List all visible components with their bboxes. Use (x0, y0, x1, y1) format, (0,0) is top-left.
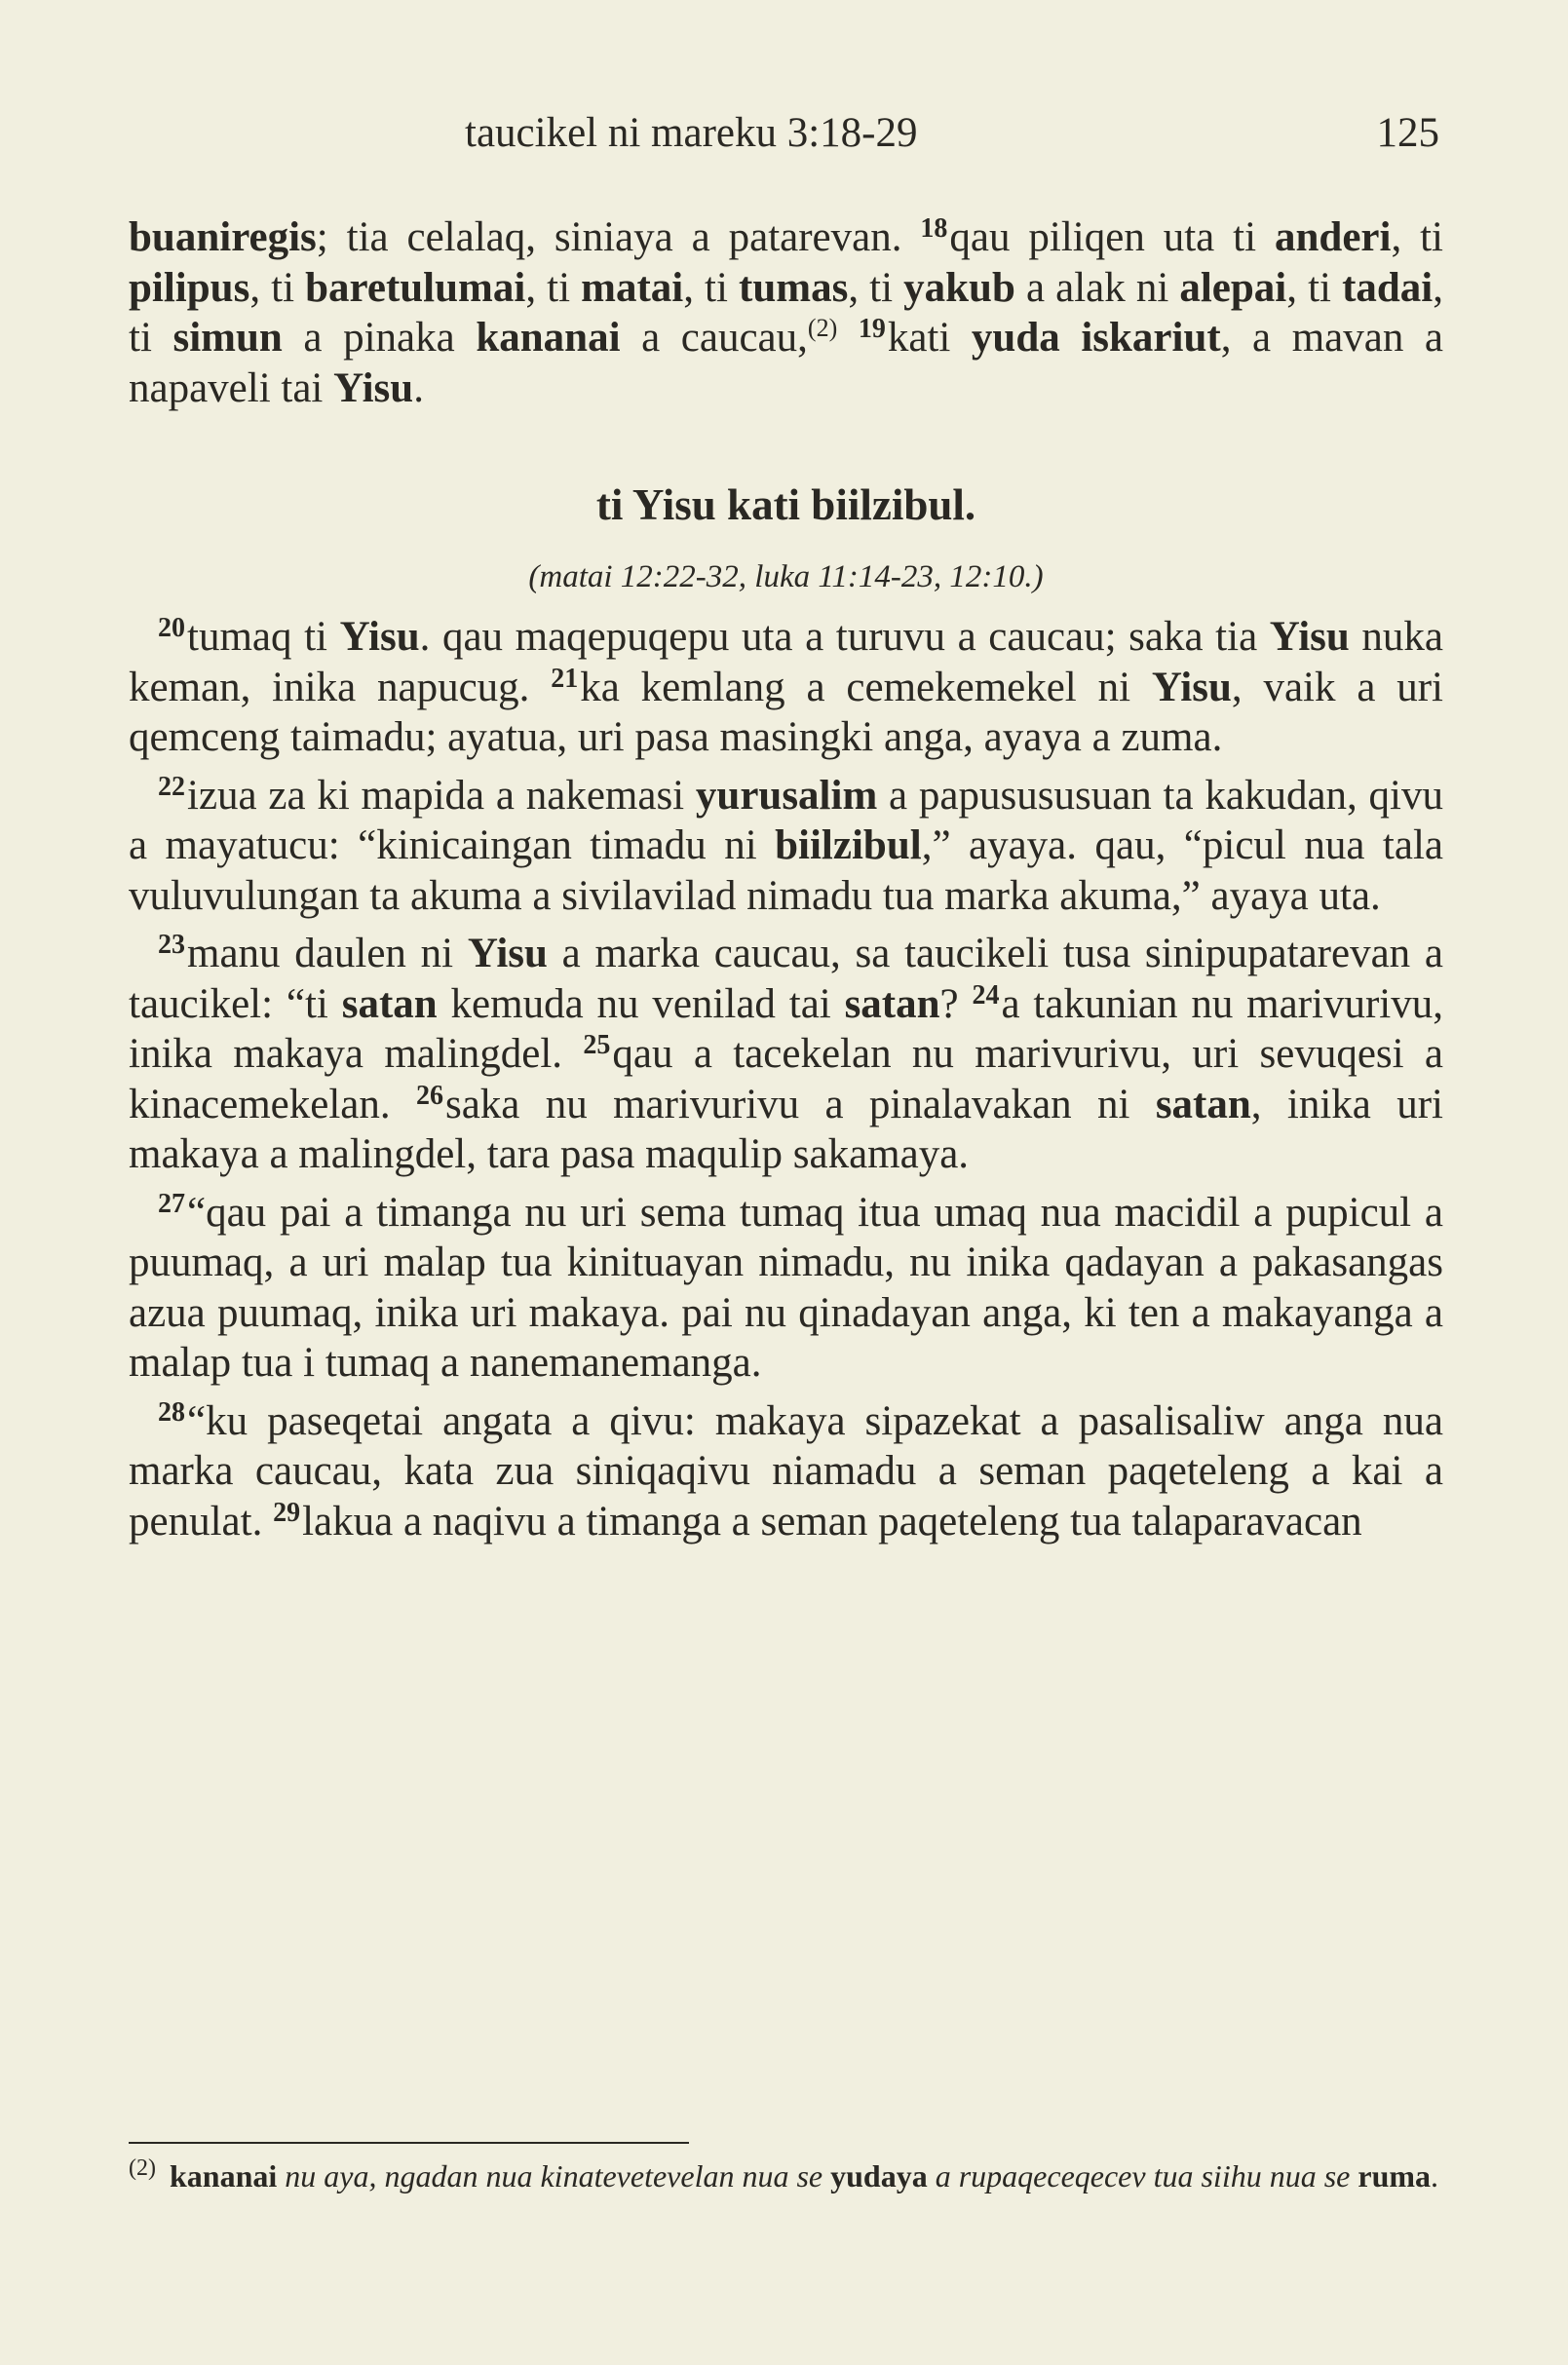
text-run: ,” ayaya. qau, “picul nua tala vuluvulungan ta akuma a sivilavilad nimadu tua marka akuma,” ayaya uta. (129, 822, 1443, 919)
footnote (129, 2155, 1443, 2196)
parallel-references: (matai 12:22-32, luka 11:14-23, 12:10.) (528, 559, 1044, 594)
footnote-divider (129, 2142, 689, 2144)
bold-word: anderi (1274, 214, 1392, 260)
text-run: a papusususuan ta kakudan, qivu a mayatucu: “kinicaingan timadu ni (129, 772, 1443, 868)
text-run: tumaq ti (187, 614, 340, 660)
verse-number: 18 (920, 213, 948, 244)
text-run: manu daulen ni (187, 931, 468, 976)
body-text (129, 212, 1443, 1546)
bold-word: satan (341, 980, 438, 1027)
italic-text: a rupaqeceqecev tua siihu nua se (927, 2158, 1358, 2193)
text-run: a alak ni (1014, 264, 1180, 311)
bold-word: ruma (1358, 2158, 1432, 2193)
verse-number: 23 (158, 930, 185, 960)
verse-number: 26 (415, 1080, 443, 1111)
running-head (129, 109, 1443, 168)
bold-word: tumas (739, 264, 849, 311)
paragraph (129, 612, 1443, 763)
text-run: , inika uri makaya a malingdel, tara pasa maqulip sakamaya. (129, 1081, 1443, 1177)
bold-word: yurusalim (695, 772, 878, 819)
verse-number: 22 (158, 771, 185, 802)
bold-word: yakub (903, 264, 1015, 311)
bold-word: buaniregis (129, 214, 317, 260)
bold-word: kananai (476, 315, 621, 361)
text-run: lakua a naqivu a timanga a seman paqeteleng tua talaparavacan (302, 1498, 1362, 1545)
text-run: nuka keman, inika napucug. (129, 614, 1443, 710)
verse-number: 24 (972, 979, 1000, 1011)
verse-number: 28 (158, 1396, 185, 1428)
bold-word: kananai (169, 2158, 278, 2193)
bold-word: pilipus (129, 264, 250, 311)
verse-number: 29 (273, 1497, 301, 1528)
footnote-mark: (2) (129, 2155, 156, 2181)
bold-word: alepai (1179, 264, 1287, 311)
verse-number: 20 (158, 613, 185, 643)
bold-word: biilzibul (775, 822, 922, 868)
bold-word: Yisu (1151, 664, 1232, 710)
bold-word: simun (172, 315, 283, 361)
text-run: . qau maqepuqepu uta a turuvu a caucau; saka tia (419, 614, 1270, 660)
text-run: izua za ki mapida a nakemasi (187, 772, 696, 819)
text-run: “ku paseqetai angata a qivu: makaya sipazekat a pasalisaliw anga nua marka caucau, kata zua siniqaqivu niamadu a seman paqeteleng a kai a penulat. (129, 1397, 1443, 1545)
bold-word: matai (581, 264, 684, 311)
text-run: a caucau, (620, 315, 808, 361)
bold-word: Yisu (467, 931, 548, 976)
page-number: 125 (1376, 110, 1439, 156)
text-run: a takunian nu marivurivu, inika makaya malingdel. (129, 980, 1443, 1077)
text-run: , ti (1391, 214, 1443, 260)
bold-word: tadai (1342, 264, 1434, 311)
text-run: , ti (129, 264, 1444, 361)
bold-word: baretulumai (305, 264, 526, 311)
running-title: taucikel ni mareku 3:18-29 (465, 110, 918, 156)
bold-word: Yisu (333, 364, 414, 411)
section-heading: ti Yisu kati biilzibul. (595, 480, 976, 529)
text-run: kati (887, 315, 972, 361)
footnote-reference: (2) (807, 314, 838, 342)
italic-text: nu aya, ngadan nua kinatevetevelan nua se (277, 2158, 831, 2193)
paragraph (129, 929, 1443, 1180)
text-run: , ti (848, 264, 904, 311)
paragraph (129, 1188, 1443, 1389)
text-run: a pinaka (282, 315, 477, 361)
text-run: qau piliqen uta ti (949, 214, 1275, 260)
text-run: , vaik a uri qemceng taimadu; ayatua, uri pasa masingki anga, ayaya a zuma. (129, 664, 1443, 760)
paragraph (129, 1396, 1443, 1547)
text-run: a marka caucau, sa taucikeli tusa sinipupatarevan a taucikel: “ti (129, 931, 1443, 1027)
paragraph (129, 212, 1443, 413)
bold-word: satan (1155, 1081, 1251, 1127)
text-run: ? (939, 980, 973, 1027)
bold-word: yudaya (830, 2158, 928, 2193)
verse-number: 25 (583, 1030, 611, 1060)
text-run: qau a tacekelan nu marivurivu, uri sevuqesi a kinacemekelan. (129, 1031, 1444, 1127)
verse-number: 27 (158, 1188, 185, 1219)
verse-number: 19 (858, 314, 886, 344)
bold-word: yuda iskariut (971, 315, 1221, 361)
text-run: ; tia celalaq, siniaya a patarevan. (316, 214, 921, 260)
text-run: saka nu marivurivu a pinalavakan ni (444, 1081, 1156, 1127)
text-run: ka kemlang a cemekemekel ni (580, 664, 1152, 710)
text-run: , a mavan a napaveli tai (129, 315, 1444, 411)
text-run: . (1431, 2158, 1439, 2193)
bold-word: satan (844, 980, 940, 1027)
text-run: kemuda nu venilad tai (437, 980, 845, 1027)
text-run: “qau pai a timanga nu uri sema tumaq itua umaq nua macidil a pupicul a puumaq, a uri malap tua kinituayan nimadu, nu inika qadayan a pakasangas azua puumaq, inika uri makaya. pai nu qinadayan anga, ki ten a makayanga a malap tua i tumaq a nanemanemanga. (129, 1189, 1443, 1386)
text-run: , ti (683, 264, 740, 311)
text-run: , ti (249, 264, 306, 311)
text-run: , ti (1286, 264, 1343, 311)
bold-word: Yisu (339, 614, 420, 660)
bold-word: Yisu (1269, 614, 1350, 660)
verse-number: 21 (551, 663, 579, 694)
text-run: . (413, 364, 424, 411)
paragraph (129, 771, 1443, 922)
text-run: , ti (525, 264, 582, 311)
